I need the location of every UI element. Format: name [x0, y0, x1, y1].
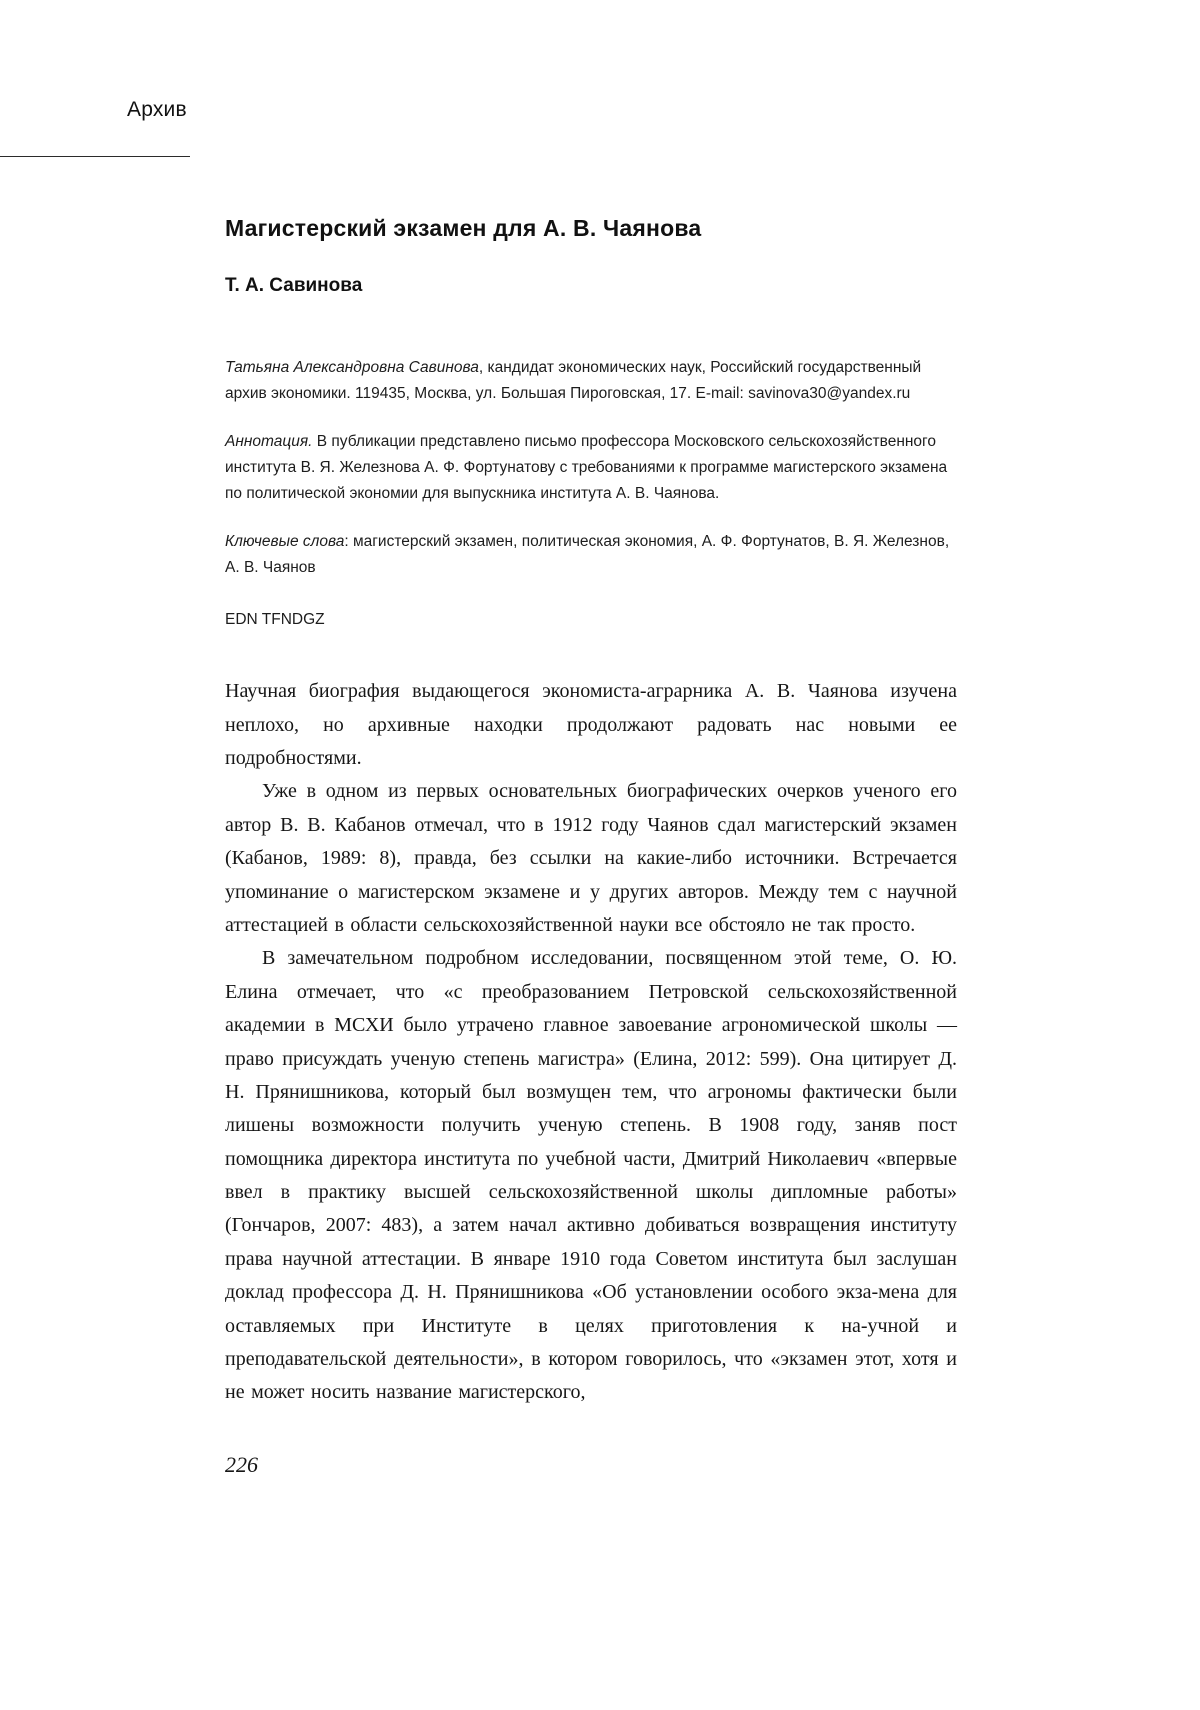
article-body [225, 675, 957, 1410]
author-info [225, 355, 957, 407]
article-content [225, 215, 957, 1410]
author-info-name: Татьяна Александровна Савинова [225, 359, 479, 376]
page-number: 226 [225, 1451, 258, 1477]
annotation-text: В публикации представлено письмо профессора Московского сельскохозяйственного института В. Я. Железнова А. Ф. Фортунатову с требованиями к программе магистерского экзамена по политической экономии для выпускника института А. В. Чаянова. [225, 433, 948, 503]
section-divider [0, 156, 190, 157]
body-paragraph: В замечательном подробном исследовании, посвященном этой теме, О. Ю. Елина отмечает, что «с преобразованием Петровской сельскохозяйственной академии в МСХИ было утрачено главное завоевание агрономической школы — право присуждать ученую степень магистра» (Елина, 2012: 599). Она цитирует Д. Н. Прянишникова, который был возмущен тем, что агрономы фактически были лишены возможности получить ученую степень. В 1908 году, заняв пост помощника директора института по учебной части, Дмитрий Николаевич «впервые ввел в практику высшей сельскохозяйственной школы дипломные работы» (Гончаров, 2007: 483), а затем начал активно добиваться возвращения институту права научной аттестации. В январе 1910 года Советом института был заслушан доклад профессора Д. Н. Прянишникова «Об установлении особого экза-мена для оставляемых при Институте в целях приготовления к на-учной и преподавательской деятельности», в котором говорилось, что «экзамен этот, хотя и не может носить название магистерского, [225, 947, 957, 1404]
body-paragraph: Научная биография выдающегося экономиста-аграрника А. В. Чаянова изучена неплохо, но архивные находки продолжают радовать нас новыми ее подробностями. [225, 680, 957, 769]
keywords [225, 529, 957, 581]
keywords-text: : магистерский экзамен, политическая экономия, А. Ф. Фортунатов, В. Я. Железнов, А. В. Чаянов [225, 533, 950, 577]
edn-code: EDN TFNDGZ [225, 611, 325, 629]
article-author: Т. А. Савинова [225, 275, 363, 296]
annotation [225, 429, 957, 507]
body-paragraph: Уже в одном из первых основательных биографических очерков ученого его автор В. В. Кабанов отмечал, что в 1912 году Чаянов сдал магистерский экзамен (Кабанов, 1989: 8), правда, без ссылки на какие-либо источники. Встречается упоминание о магистерском экзамене и у других авторов. Между тем с научной аттестацией в области сельскохозяйственной науки все обстояло не так просто. [225, 780, 957, 936]
author-info-details: , кандидат экономических наук, Российский государственный архив экономики. 119435, Москва, ул. Большая Пироговская, 17. E-mail: savinova30@yandex.ru [225, 359, 922, 403]
keywords-label: Ключевые слова [225, 533, 345, 551]
section-label: Архив [127, 98, 187, 121]
annotation-label: Аннотация. [225, 433, 313, 451]
article-title: Магистерский экзамен для А. В. Чаянова [225, 215, 702, 241]
